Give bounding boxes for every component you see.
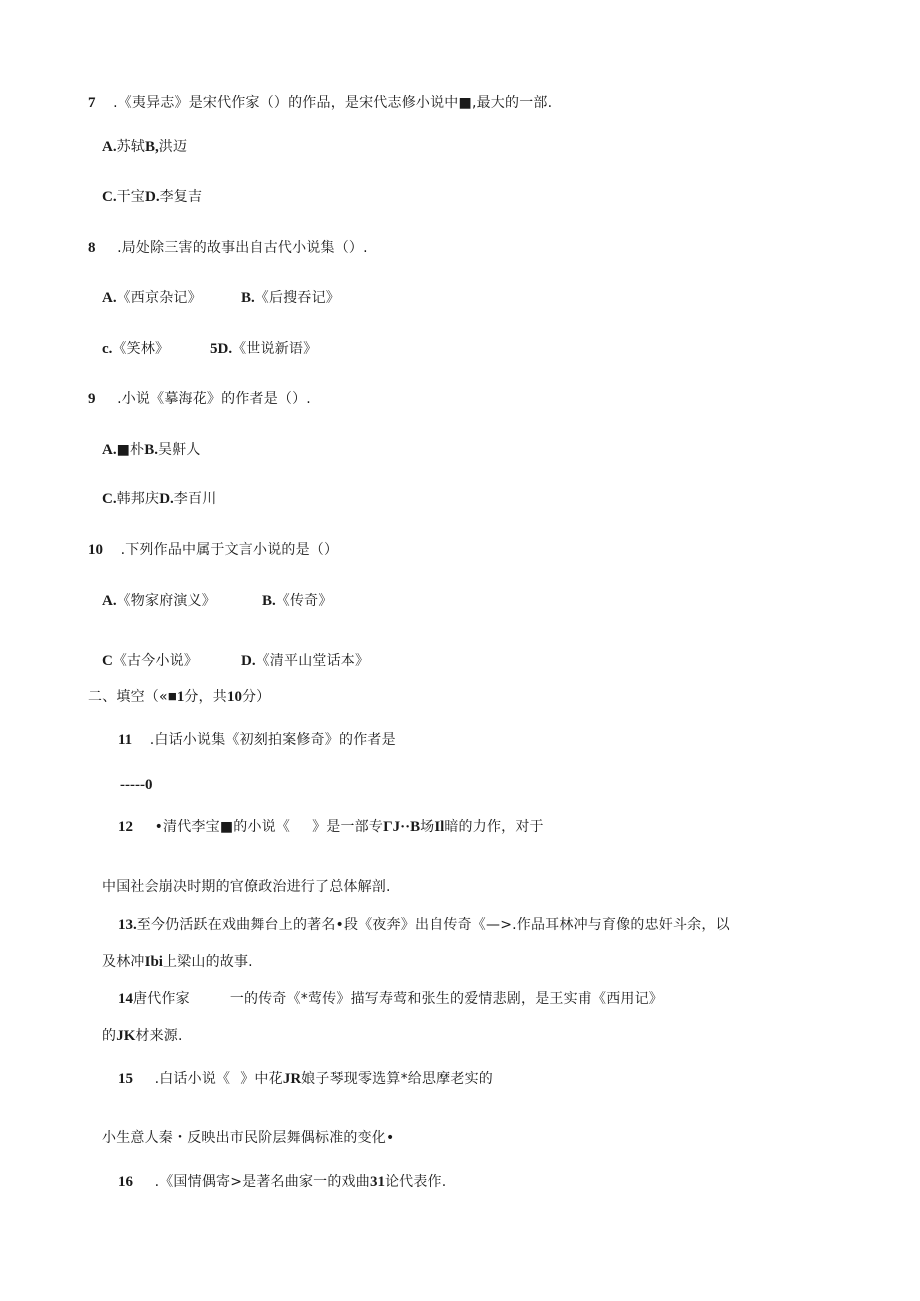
question-number: 14: [118, 991, 133, 1007]
option-text: 《笑林》: [112, 341, 170, 357]
option-label: C.: [102, 189, 117, 205]
question-bold: Ibi: [144, 954, 163, 970]
question-text: 场: [420, 819, 435, 835]
question-bold: JR: [282, 1071, 302, 1087]
option-text: 李百川: [173, 491, 217, 507]
option-text: 李复吉: [159, 189, 203, 205]
question-text: .《夷异志》是宋代作家（）的作品，是宋代志修小说中■,最大的一部.: [113, 95, 553, 111]
question-10-options-row-1: [102, 590, 216, 611]
option-text: ■朴: [116, 442, 145, 458]
question-text: 唐代作家: [133, 991, 190, 1007]
option-text: 《传奇》: [275, 593, 333, 609]
question-text: 娘子琴现零选算*给思摩老实的: [301, 1071, 493, 1087]
question-text: .白话小说集《初刻拍案修奇》的作者是: [149, 732, 396, 748]
option-label: 5D.: [210, 341, 233, 357]
option-text: 《后搜吞记》: [254, 290, 340, 306]
option-label: D.: [159, 491, 174, 507]
question-15: [118, 1068, 493, 1089]
question-10: [88, 539, 338, 560]
question-text: 至今仍活跃在戏曲舞台上的著名•段《夜奔》出自传奇《—>.作品耳林冲与育像的忠奸斗余，以: [136, 917, 730, 933]
question-14-continued: [102, 1025, 183, 1046]
question-16: [118, 1171, 446, 1192]
question-14: [118, 988, 663, 1009]
question-text: .《国情偶寄>是著名曲家一的戏曲: [154, 1174, 370, 1190]
question-text: .局处除三害的故事出自古代小说集（）.: [117, 240, 368, 256]
question-10-options-row-1b: [262, 590, 333, 611]
question-text: .白话小说《: [154, 1071, 231, 1087]
question-text: 暗的力作，对于: [444, 819, 544, 835]
question-7: [88, 92, 552, 113]
question-12: [118, 816, 544, 837]
option-text: 《物家府演义》: [116, 593, 216, 609]
question-number: 7: [88, 95, 96, 111]
option-label: c.: [102, 341, 113, 357]
question-number: 8: [88, 240, 96, 256]
option-text: 《西京杂记》: [116, 290, 202, 306]
option-text: 吴鼾人: [158, 442, 201, 458]
option-text: 洪迈: [158, 139, 188, 155]
heading-text: 二、填空（«: [88, 689, 168, 705]
option-label: C: [102, 653, 113, 669]
question-7-options-row-2: [102, 186, 202, 207]
question-text: 一的传奇《*莺传》描写寿莺和张生的爱情悲剧，是王实甫《西用记》: [229, 991, 664, 1007]
question-10-options-row-2: [102, 650, 198, 671]
heading-bold: 10: [226, 689, 242, 705]
question-11-blank: [120, 774, 152, 795]
option-label: A.: [102, 442, 117, 458]
option-label: B,: [145, 139, 159, 155]
question-text: 上梁山的故事.: [162, 954, 253, 970]
question-text: 论代表作.: [384, 1174, 447, 1190]
question-8-options-row-1: [102, 287, 202, 308]
option-text: 韩邦庆: [116, 491, 160, 507]
question-10-options-row-2b: [241, 650, 369, 671]
option-text: 《世说新语》: [232, 341, 318, 357]
question-9-options-row-2: [102, 488, 216, 509]
question-text: .下列作品中属于文言小说的是（）: [120, 542, 339, 558]
question-12-continued: [102, 876, 391, 897]
question-number: 9: [88, 391, 96, 407]
option-label: A.: [102, 593, 117, 609]
heading-bold: ■1: [167, 689, 185, 705]
option-label: D.: [241, 653, 256, 669]
option-label: B.: [241, 290, 255, 306]
option-text: 苏轼: [116, 139, 145, 155]
question-text: •清代李宝■的小说《: [154, 819, 291, 835]
question-8-options-row-2: [102, 338, 169, 359]
heading-text: 分，共: [184, 689, 227, 705]
question-number: 12: [118, 819, 133, 835]
question-11: [118, 729, 396, 750]
question-9-options-row-1: [102, 439, 201, 460]
question-13: [118, 914, 730, 935]
question-number: 13.: [118, 917, 137, 933]
question-bold: 31: [369, 1174, 385, 1190]
question-bold: ГJ··B: [383, 819, 421, 835]
answer-blank: -----0: [120, 777, 153, 793]
section-2-heading: [88, 686, 270, 707]
option-label: A.: [102, 290, 117, 306]
question-text: 》中花: [240, 1071, 283, 1087]
question-13-continued: [102, 951, 253, 972]
heading-text: 分）: [241, 689, 271, 705]
question-8-options-row-1b: [241, 287, 340, 308]
question-number: 10: [88, 542, 103, 558]
option-label: A.: [102, 139, 117, 155]
question-text: 中国社会崩决时期的官僚政治进行了总体解剖.: [102, 879, 391, 895]
question-text: .小说《摹海花》的作者是（）.: [117, 391, 311, 407]
option-text: 《古今小说》: [112, 653, 199, 669]
question-7-options-row-1: [102, 136, 187, 157]
question-text: 及林冲: [102, 954, 145, 970]
question-text: 小生意人秦・反映出市民阶层舞偶标准的变化•: [102, 1130, 395, 1146]
option-label: D.: [145, 189, 160, 205]
question-8: [88, 237, 368, 258]
question-15-continued: [102, 1127, 394, 1148]
question-text: 》是一部专: [312, 819, 384, 835]
question-bold: JK: [116, 1028, 136, 1044]
question-8-options-row-2b: [210, 338, 317, 359]
question-text: 的: [102, 1028, 117, 1044]
option-label: B.: [262, 593, 276, 609]
question-number: 16: [118, 1174, 133, 1190]
question-bold: Il: [434, 819, 445, 835]
option-text: 干宝: [116, 189, 145, 205]
question-number: 11: [118, 732, 133, 748]
option-label: B.: [144, 442, 158, 458]
question-9: [88, 388, 311, 409]
option-label: C.: [102, 491, 117, 507]
question-number: 15: [118, 1071, 133, 1087]
option-text: 《清平山堂话本》: [255, 653, 370, 669]
question-text: 材来源.: [135, 1028, 183, 1044]
